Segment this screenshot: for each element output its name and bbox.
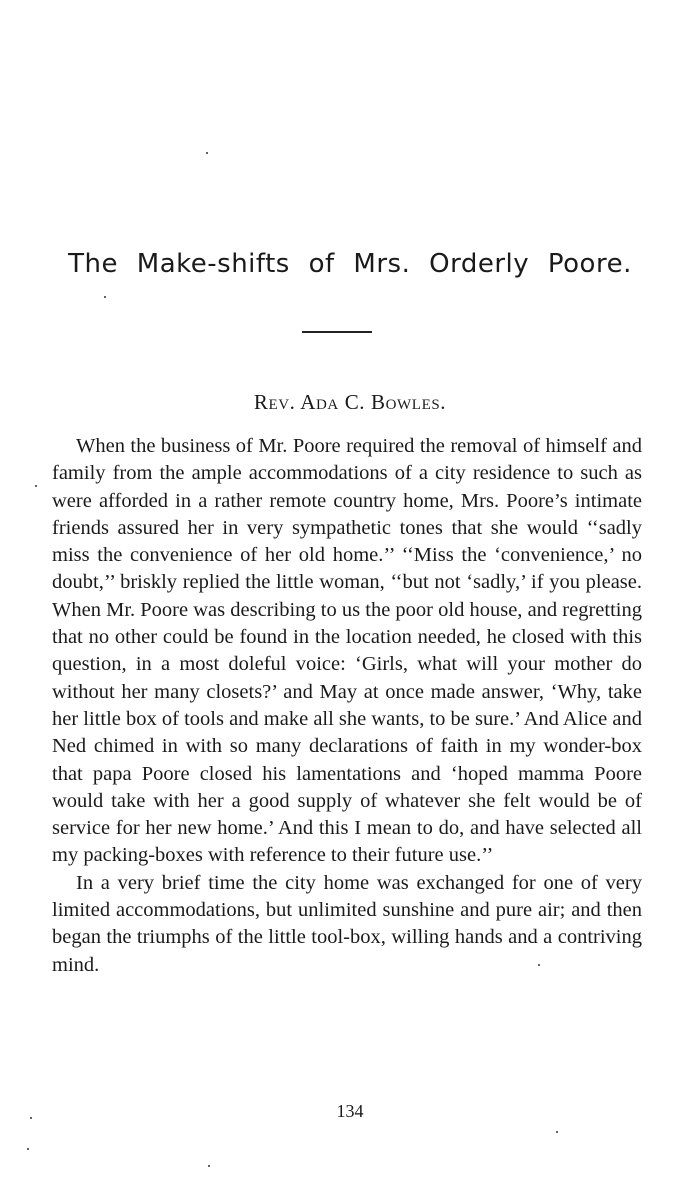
chapter-title: The Make-shifts of Mrs. Orderly Poore. (68, 249, 632, 279)
print-speck (104, 296, 106, 298)
title-divider (302, 331, 372, 333)
paragraph: When the business of Mr. Poore required the removal of himself and family from the ample accommodations of a city residence to such as were afforded in a rather remote country home, Mrs. Poore’s intimate friends assured her in very sympathetic tones that she would ‘‘sadly miss the convenience of her old home.’’ ‘‘Miss the ‘convenience,’ no doubt,’’ briskly replied the little woman, ‘‘but not ‘sadly,’ if you please. When Mr. Poore was describing to us the poor old house, and regretting that no other could be found in the location needed, he closed with this question, in a most doleful voice: ‘Girls, what will your mother do without her many closets?’ and May at once made answer, ‘Why, take her little box of tools and make all she wants, to be sure.’ And Alice and Ned chimed in with so many declarations of faith in my wonder-box that papa Poore closed his lamentations and ‘hoped mamma Poore would take with her a good supply of whatever she felt would be of service for her new home.’ And this I mean to do, and have selected all my packing-boxes with reference to their future use.’’ (52, 435, 642, 867)
print-speck (538, 964, 540, 966)
print-speck (30, 1117, 32, 1119)
print-speck (27, 1148, 29, 1150)
paragraph: In a very brief time the city home was exchanged for one of very limited accommodations, but unlimited sunshine and pure air; and then began the triumphs of the little tool-box, willing hands and a contriving mind. (52, 871, 642, 976)
print-speck (35, 485, 37, 487)
print-speck (208, 1165, 210, 1167)
page-number: 134 (336, 1101, 364, 1121)
print-speck (206, 152, 208, 154)
author-byline: Rev. Ada C. Bowles. (253, 390, 447, 414)
print-speck (556, 1131, 558, 1133)
body-text (52, 433, 642, 979)
